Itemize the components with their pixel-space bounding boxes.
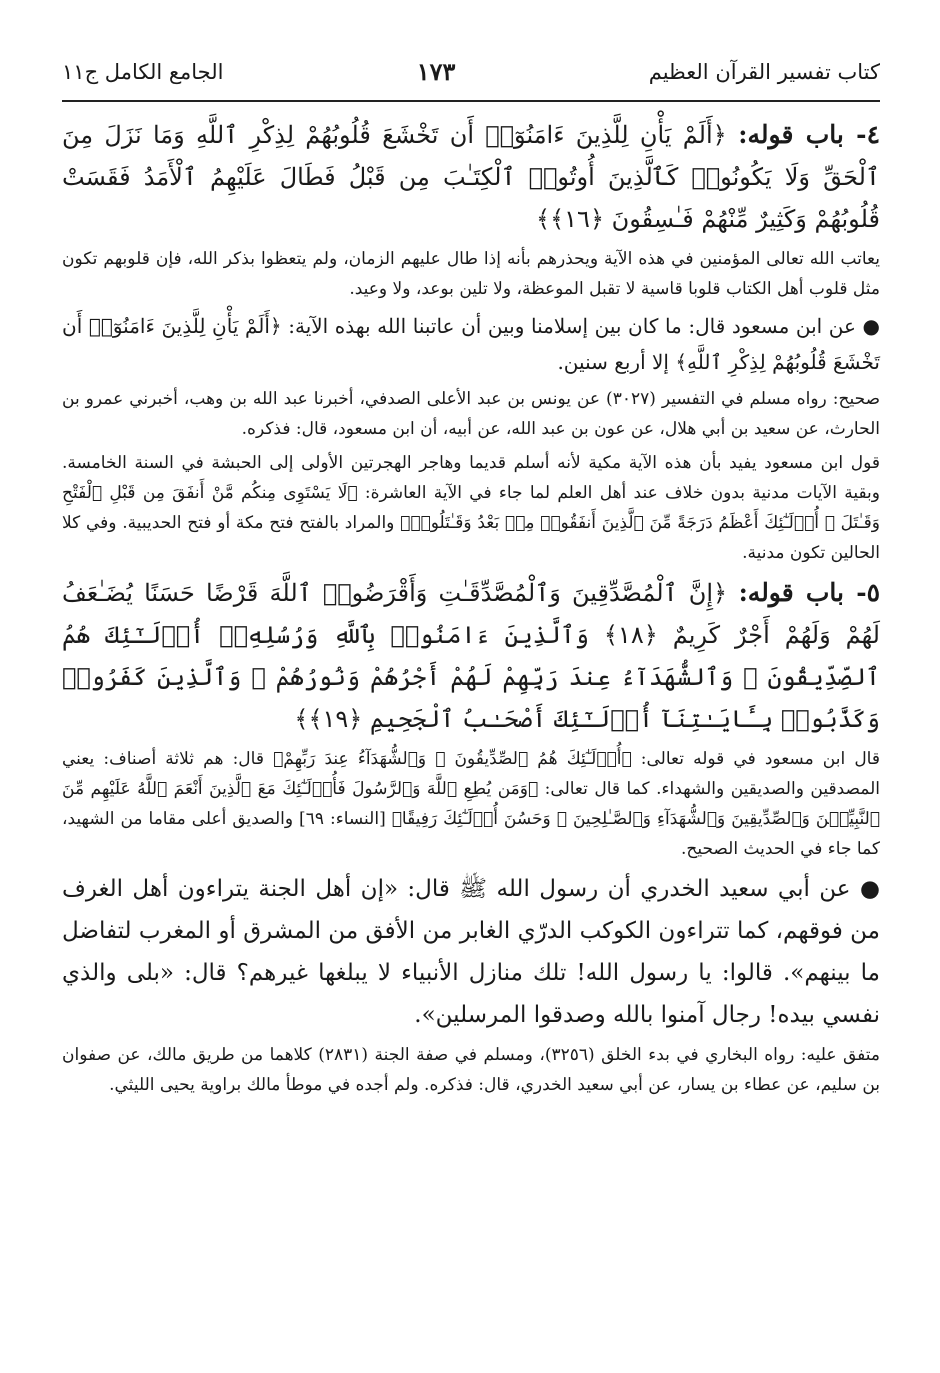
section5-takhrij: متفق عليه: رواه البخاري في بدء الخلق (٣٢٥٦)، ومسلم في صفة الجنة (٢٨٣١) كلاهما من طريق مالك، عن صفوان بن سليم، عن عطاء بن يسار، عن أبي سعيد الخدري، قال: فذكره. ولم أجده في موطأ مالك براوية يحيى الليثي. — [62, 1045, 880, 1095]
section5-label: ٥- باب قوله: — [738, 578, 881, 607]
section4-verse: ﴿أَلَمْ يَأْنِ لِلَّذِينَ ءَامَنُوٓا۟ أَن تَخْشَعَ قُلُوبُهُمْ لِذِكْرِ ٱللَّهِ وَمَا نَزَلَ مِنَ ٱلْحَقِّ وَلَا يَكُونُوا۟ كَٱلَّذِينَ أُوتُوا۟ ٱلْكِتَـٰبَ مِن قَبْلُ فَطَالَ عَلَيْهِمُ ٱلْأَمَدُ فَقَسَتْ قُلُوبُهُمْ وَكَثِيرٌ مِّنْهُمْ فَـٰسِقُونَ ﴿١٦﴾﴾ — [62, 121, 880, 233]
header-rule — [62, 100, 880, 102]
page-content — [62, 114, 880, 1100]
section4-explanation: يعاتب الله تعالى المؤمنين في هذه الآية ويحذرهم بأنه إذا طال عليهم الزمان، ولم يتعظوا بذكر الله، فإن قلوبهم تكون مثل قلوب أهل الكتاب قلوبا قاسية لا تقبل الموعظة، ولا تلين بوعد، ولا وعيد. — [62, 249, 880, 299]
section4-heading — [62, 114, 880, 240]
page-header — [62, 52, 880, 92]
section4-label: ٤- باب قوله: — [738, 120, 880, 149]
volume-label: الجامع الكامل ج١١ — [62, 60, 224, 84]
page-number: ١٧٣ — [416, 57, 456, 86]
book-title: كتاب تفسير القرآن العظيم — [648, 60, 880, 84]
section5-hadith: ● عن أبي سعيد الخدري أن رسول الله ﷺ قال: «إن أهل الجنة يتراءون أهل الغرف من فوقهم، كما تتراءون الكوكب الدرّي الغابر من الأفق من المشرق أو المغرب لتفاضل ما بينهم». قالوا: يا رسول الله! تلك منازل الأنبياء لا يبلغها غيرهم؟ قال: «بلى والذي نفسي بيده! رجال آمنوا بالله وصدقوا المرسلين». — [62, 876, 880, 1028]
section4-hadith: ● عن ابن مسعود قال: ما كان بين إسلامنا وبين أن عاتبنا الله بهذه الآية: ﴿أَلَمْ يَأْنِ لِلَّذِينَ ءَامَنُوٓا۟ أَن تَخْشَعَ قُلُوبُهُمْ لِذِكْرِ ٱللَّهِ﴾ إلا أربع سنين. — [62, 314, 880, 374]
section4-commentary: قول ابن مسعود يفيد بأن هذه الآية مكية لأنه أسلم قديما وهاجر الهجرتين الأولى إلى الحبشة في السنة الخامسة. وبقية الآيات مدنية بدون خلاف عند أهل العلم لما جاء في الآية العاشرة: ﴿لَا يَسْتَوِى مِنكُم مَّنْ أَنفَقَ مِن قَبْلِ ٱلْفَتْحِ وَقَـٰتَلَ ۚ أُو۟لَـٰٓئِكَ أَعْظَمُ دَرَجَةً مِّنَ ٱلَّذِينَ أَنفَقُوا۟ مِنۢ بَعْدُ وَقَـٰتَلُوا۟﴾ والمراد بالفتح فتح مكة أو فتح الحديبية. وفي كلا الحالين تكون مدنية. — [62, 453, 880, 563]
section5-verse: ﴿إِنَّ ٱلْمُصَّدِّقِينَ وَٱلْمُصَّدِّقَـٰتِ وَأَقْرَضُوا۟ ٱللَّهَ قَرْضًا حَسَنًا يُضَـٰعَفُ لَهُمْ وَلَهُمْ أَجْرٌ كَرِيمٌ ﴿١٨﴾ وَٱلَّذِينَ ءَامَنُوا۟ بِٱللَّهِ وَرُسُلِهِۦٓ أُو۟لَـٰٓئِكَ هُمُ ٱلصِّدِّيقُونَ ۖ وَٱلشُّهَدَآءُ عِندَ رَبِّهِمْ لَهُمْ أَجْرُهُمْ وَنُورُهُمْ ۖ وَٱلَّذِينَ كَفَرُوا۟ وَكَذَّبُوا۟ بِـَٔايَـٰتِنَآ أُو۟لَـٰٓئِكَ أَصْحَـٰبُ ٱلْجَحِيمِ ﴿١٩﴾﴾ — [62, 579, 880, 733]
section5-explanation: قال ابن مسعود في قوله تعالى: ﴿أُو۟لَـٰٓئِكَ هُمُ ٱلصِّدِّيقُونَ ۖ وَٱلشُّهَدَآءُ عِندَ رَبِّهِمْ﴾ قال: هم ثلاثة أصناف: يعني المصدقين والصديقين والشهداء. كما قال تعالى: ﴿وَمَن يُطِعِ ٱللَّهَ وَٱلرَّسُولَ فَأُو۟لَـٰٓئِكَ مَعَ ٱلَّذِينَ أَنْعَمَ ٱللَّهُ عَلَيْهِم مِّنَ ٱلنَّبِيِّـۧنَ وَٱلصِّدِّيقِينَ وَٱلشُّهَدَآءِ وَٱلصَّـٰلِحِينَ ۚ وَحَسُنَ أُو۟لَـٰٓئِكَ رَفِيقًا﴾ [النساء: ٦٩] والصديق أعلى مقاما من الشهيد، كما جاء في الحديث الصحيح. — [62, 749, 880, 859]
section4-takhrij: صحيح: رواه مسلم في التفسير (٣٠٢٧) عن يونس بن عبد الأعلى الصدفي، أخبرنا عبد الله بن وهب، أخبرني عمرو بن الحارث، عن سعيد بن أبي هلال، عن عون بن عبد الله، عن أبيه، أن ابن مسعود، قال: فذكره. — [62, 389, 881, 439]
section5-heading — [62, 572, 880, 740]
